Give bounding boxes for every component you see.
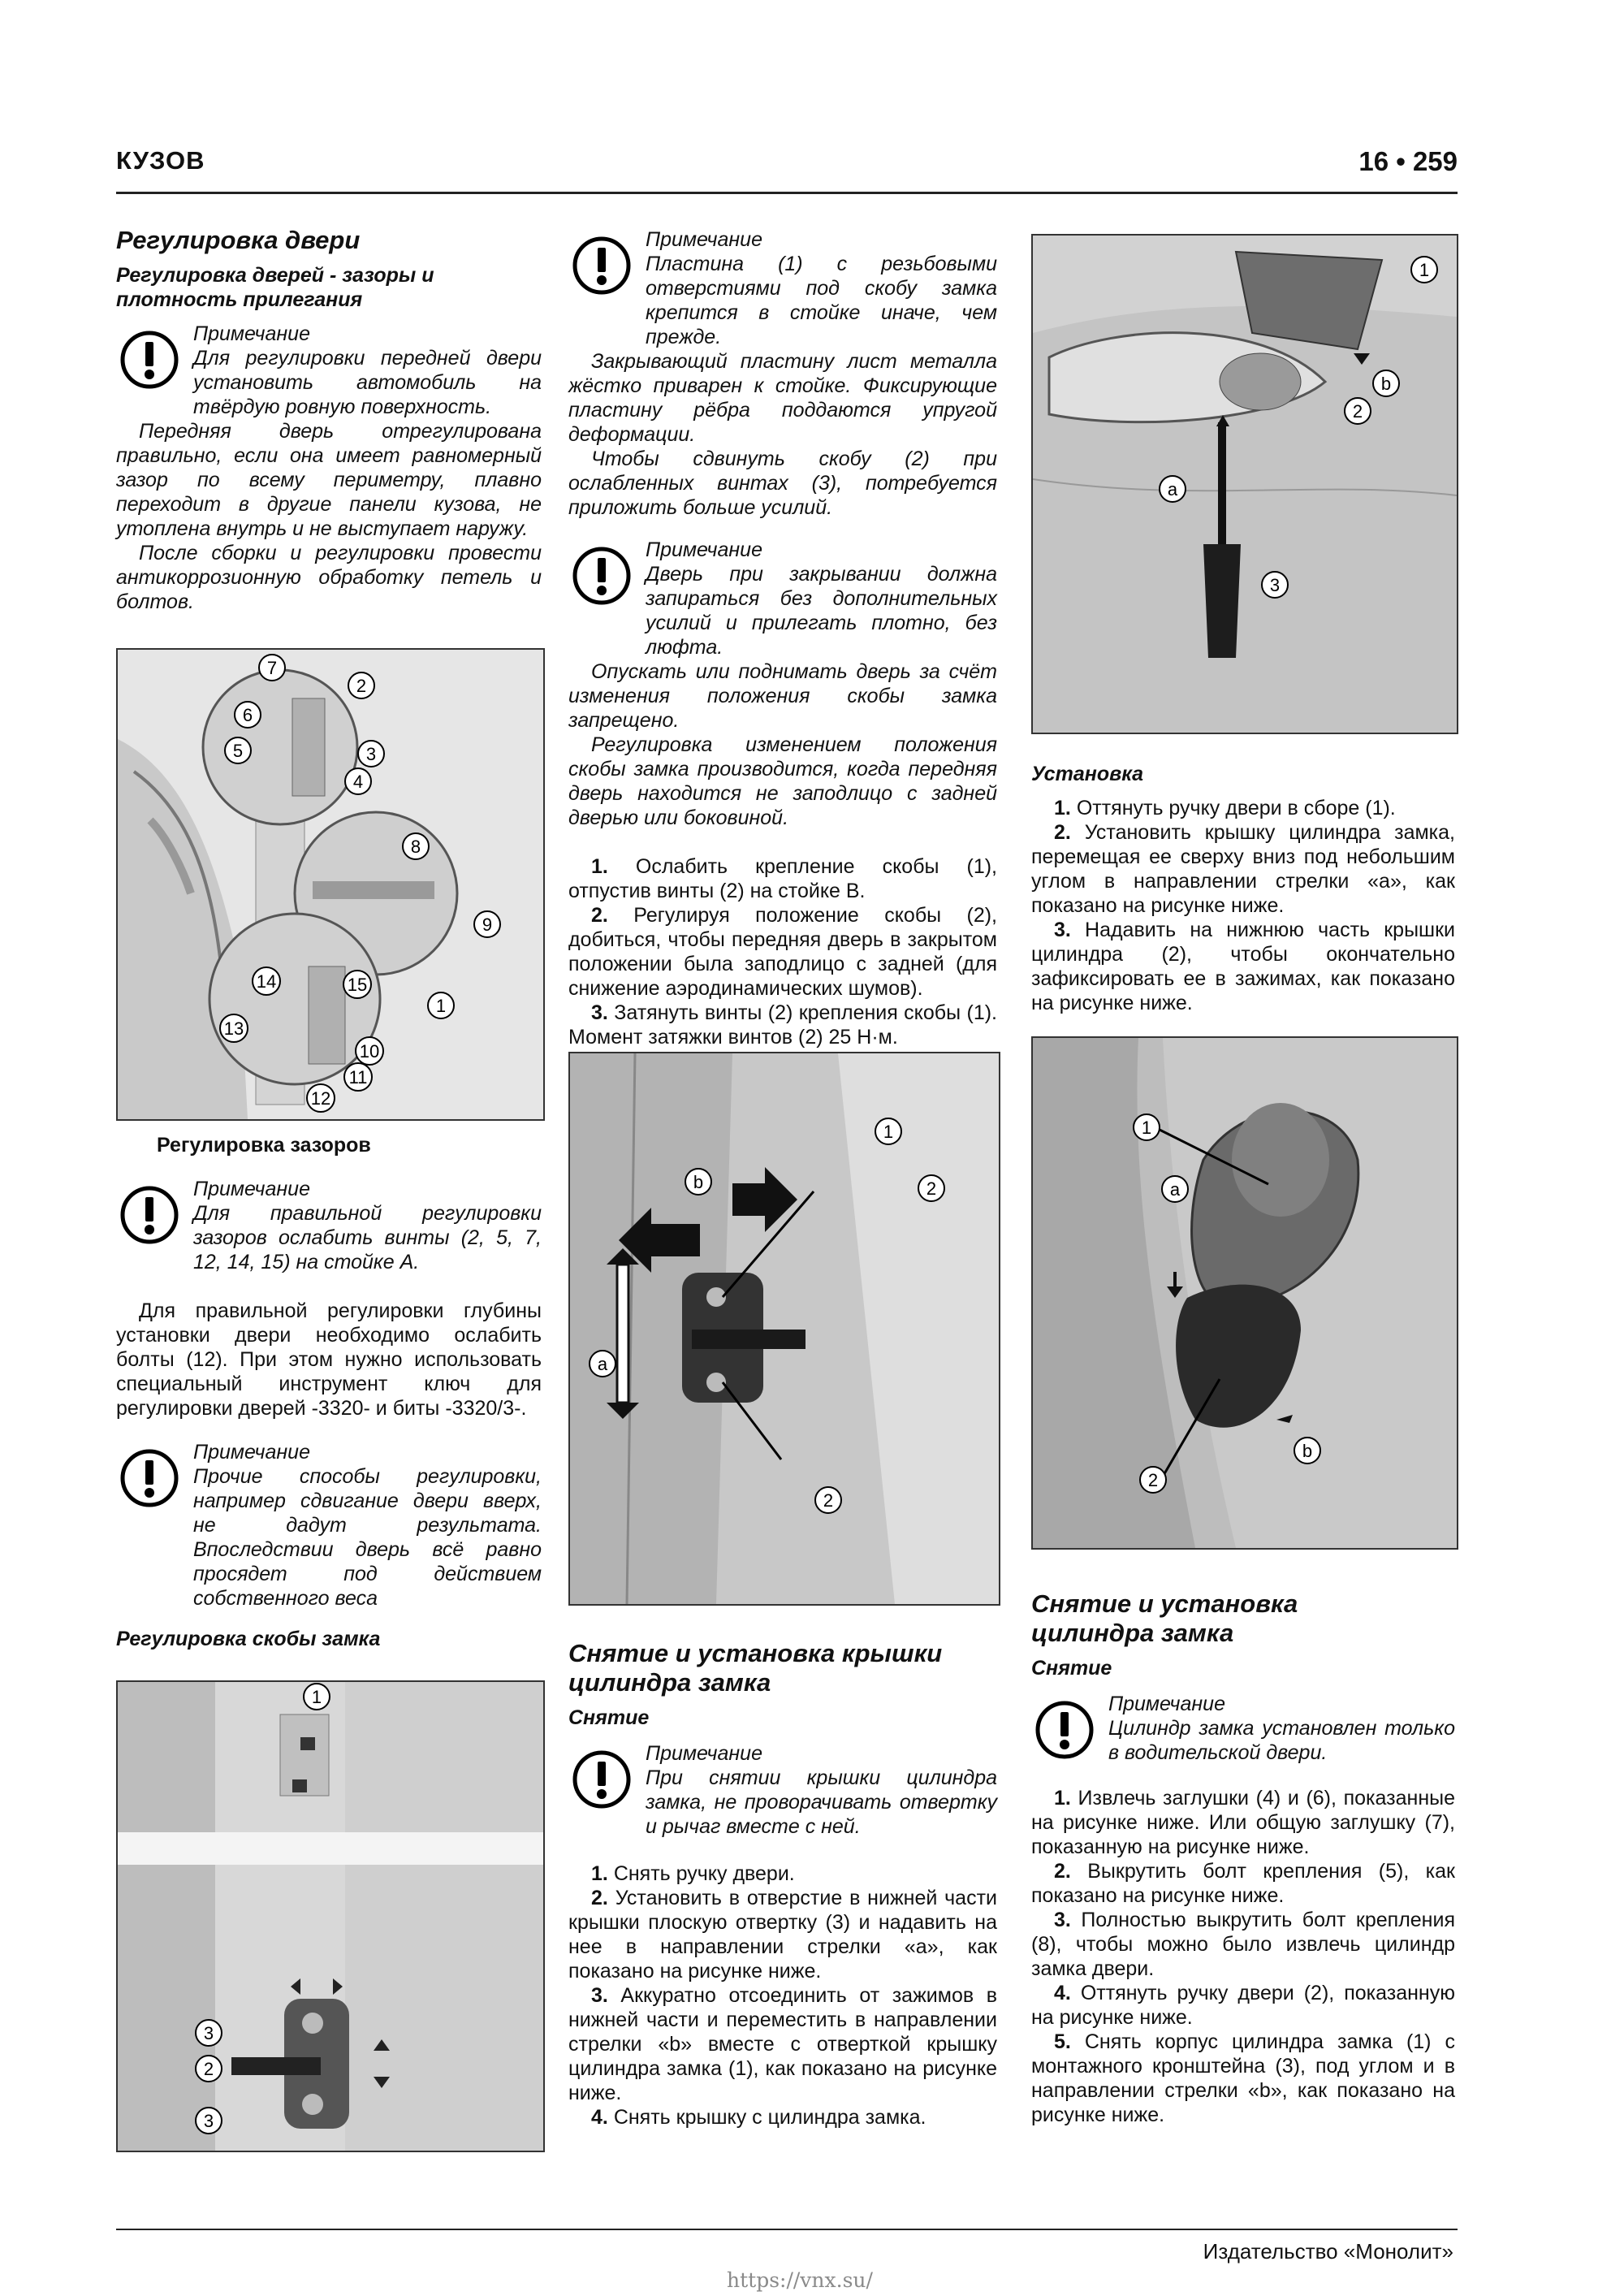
callout-9: [474, 911, 500, 937]
callout-2: [196, 2056, 222, 2082]
note-block: [116, 322, 542, 419]
callout-3: [196, 2020, 222, 2046]
section-heading: Снятие и установка крышки цилиндра замка: [568, 1639, 943, 1697]
note-label: Примечание: [193, 322, 310, 345]
page-number: 16 • 259: [1358, 146, 1458, 176]
note-label: Примечание: [193, 1441, 310, 1464]
svg-text:a: a: [597, 1354, 608, 1374]
svg-text:8: 8: [410, 837, 421, 857]
list-item: 2. Установить в отверстие в нижней части крышки плоскую отвертку (3) и надавить на нее в направлении стрелки «а», как показано на рисунке ниже.: [568, 1887, 997, 1983]
subsection-heading: Регулировка дверей - зазоры и плотность прилегания: [116, 264, 434, 311]
list-item: 4. Оттянуть ручку двери (2), показанную на рисунке ниже.: [1031, 1982, 1455, 2029]
svg-text:2: 2: [1352, 401, 1363, 422]
column-2-lower: [568, 1639, 997, 2130]
note-text: Для регулировки передней двери установить автомобиль на твёрдую ровную поверхность.: [193, 347, 542, 418]
note-block: [116, 1177, 542, 1274]
callout-b: [685, 1169, 711, 1195]
callout-1: [1134, 1114, 1160, 1140]
svg-text:2: 2: [926, 1178, 937, 1199]
callout-5: [225, 737, 251, 763]
callout-2: [348, 672, 374, 698]
callout-3: [358, 741, 384, 767]
steps-list: [1031, 1786, 1455, 2127]
paragraph: Передняя дверь отрегулирована правильно, если она имеет равномерный зазор по всему периметру, плавно переходит в другие панели кузова, не утоплена внутрь и не выступает наружу.: [116, 420, 542, 540]
svg-text:4: 4: [352, 772, 364, 792]
svg-text:2: 2: [356, 676, 367, 696]
svg-text:7: 7: [266, 658, 278, 678]
callout-8: [403, 833, 429, 859]
section-heading: Регулировка двери: [116, 226, 361, 254]
list-item: 2. Установить крышку цилиндра замка, перемещая ее сверху вниз под небольшим углом в направлении стрелки «а», как показано на рисунке ниже.: [1031, 821, 1455, 917]
warning-icon: [1034, 1700, 1095, 1760]
list-item: 1. Извлечь заглушки (4) и (6), показанные на рисунке ниже. Или общую заглушку (7), показанную на рисунке ниже.: [1031, 1787, 1455, 1858]
subsection-heading: Снятие: [568, 1706, 650, 1729]
list-item: 3. Надавить на нижнюю часть крышки цилиндра (2), чтобы окончательно зафиксировать ее в зажимах, как показано на рисунке ниже.: [1031, 919, 1455, 1014]
figure-striker-plate: [568, 1052, 1000, 1606]
list-item: 5. Снять корпус цилиндра замка (1) с монтажного кронштейна (3), под углом и в направлении стрелки «b», как показано на рисунке ниже.: [1031, 2030, 1456, 2126]
warning-icon: [572, 546, 632, 606]
figure-door-hinges: [116, 648, 545, 1121]
svg-text:2: 2: [1147, 1470, 1159, 1490]
paragraph: После сборки и регулировки провести антикоррозионную обработку петель и болтов.: [116, 542, 542, 613]
header-divider: [116, 192, 1458, 194]
figure-caption-gaps: Регулировка зазоров: [157, 1134, 371, 1157]
callout-b: [1294, 1438, 1320, 1464]
callout-a: [590, 1351, 615, 1377]
callout-15: [343, 971, 371, 998]
svg-text:3: 3: [203, 2023, 214, 2043]
subsection-heading: Регулировка скобы замка: [116, 1628, 381, 1650]
callout-2: [815, 1487, 841, 1513]
note-label: Примечание: [646, 228, 762, 251]
callout-2: [1345, 398, 1371, 424]
warning-icon: [572, 1749, 632, 1810]
list-item: 3. Аккуратно отсоединить от зажимов в нижней части и переместить в направлении стрелки «b» вместе с отверткой крышку цилиндра замка (1), как показано на рисунке ниже.: [568, 1984, 997, 2104]
svg-text:1: 1: [435, 996, 447, 1016]
svg-text:a: a: [1169, 1179, 1181, 1200]
warning-icon: [119, 330, 179, 390]
svg-text:6: 6: [242, 705, 253, 725]
callout-13: [220, 1014, 248, 1042]
warning-icon: [119, 1448, 179, 1508]
callout-3: [196, 2108, 222, 2134]
watermark-link[interactable]: https://vnx.su/: [727, 2268, 873, 2292]
callout-a: [1162, 1176, 1188, 1202]
svg-text:5: 5: [232, 741, 244, 761]
callout-10: [356, 1037, 383, 1065]
footer-divider: [116, 2229, 1458, 2230]
note-block: [568, 538, 997, 659]
paragraph: Для правильной регулировки глубины установки двери необходимо ослабить болты (12). При этом нужно использовать специальный инструмент ключ для регулировки дверей -3320- и биты -3320/3-.: [116, 1299, 542, 1420]
subsection-heading: Снятие: [1031, 1657, 1112, 1680]
note-block: [116, 1440, 542, 1611]
note-text: Для правильной регулировки зазоров ослабить винты (2, 5, 7, 12, 14, 15) на стойке А.: [193, 1202, 542, 1273]
column-2: [568, 227, 997, 1049]
callout-1: [1411, 257, 1437, 283]
paragraph: Чтобы сдвинуть скобу (2) при ослабленных винтах (3), потребуется приложить больше усилий.: [568, 448, 997, 519]
svg-text:2: 2: [823, 1490, 834, 1511]
list-item: 4. Снять крышку с цилиндра замка.: [591, 2106, 926, 2129]
list-item: 2. Выкрутить болт крепления (5), как показано на рисунке ниже.: [1031, 1860, 1455, 1907]
svg-text:3: 3: [365, 744, 377, 764]
note-label: Примечание: [646, 538, 762, 561]
note-label: Примечание: [193, 1178, 310, 1200]
publisher-credit: Издательство «Монолит»: [1203, 2239, 1453, 2264]
list-item: 3. Затянуть винты (2) крепления скобы (1). Момент затяжки винтов (2) 25 Н·м.: [568, 1001, 997, 1049]
svg-text:9: 9: [482, 915, 493, 935]
steps-list: [1031, 796, 1455, 1015]
svg-text:b: b: [1380, 374, 1392, 394]
note-text: Дверь при закрывании должна запираться без дополнительных усилий и прилегать плотно, без люфта.: [646, 563, 997, 659]
warning-icon: [572, 236, 632, 296]
paragraph: Опускать или поднимать дверь за счёт изменения положения скобы замка запрещено.: [568, 660, 997, 732]
svg-text:b: b: [1302, 1441, 1313, 1461]
list-item: 1. Ослабить крепление скобы (1), отпустив винты (2) на стойке В.: [568, 855, 997, 902]
note-label: Примечание: [1108, 1693, 1225, 1715]
svg-text:11: 11: [348, 1067, 368, 1087]
svg-text:12: 12: [310, 1088, 331, 1109]
callout-2: [918, 1175, 944, 1201]
callout-11: [344, 1063, 372, 1091]
svg-text:14: 14: [256, 971, 277, 992]
callout-1: [304, 1684, 330, 1710]
column-1-lower: [116, 1133, 542, 1651]
callout-1: [428, 992, 454, 1018]
figure-door-handle: [1031, 234, 1458, 734]
note-text: При снятии крышки цилиндра замка, не проворачивать отвертку и рычаг вместе с ней.: [646, 1766, 997, 1838]
figure-cylinder-cover: [1031, 1036, 1458, 1550]
note-block: [568, 227, 997, 349]
svg-text:10: 10: [359, 1041, 380, 1062]
paragraph: Регулировка изменением положения скобы замка производится, когда передняя дверь находится не заподлицо с задней дверью или боковиной.: [568, 733, 997, 829]
svg-text:2: 2: [203, 2059, 214, 2079]
list-item: 1. Оттянуть ручку двери в сборе (1).: [1054, 797, 1396, 819]
note-block: [568, 1741, 997, 1839]
column-3: [1031, 762, 1455, 1015]
callout-6: [235, 702, 261, 728]
callout-1: [875, 1118, 901, 1144]
svg-text:1: 1: [1419, 260, 1430, 280]
page-header: [116, 146, 1458, 185]
note-text: Пластина (1) с резьбовыми отверстиями под скобу замка крепится в стойке иначе, чем прежде.: [646, 253, 997, 348]
steps-list: [568, 854, 997, 1049]
callout-12: [307, 1084, 335, 1112]
section-heading: Снятие и установка цилиндра замка: [1031, 1589, 1298, 1647]
callout-a: [1160, 476, 1186, 502]
column-1: [116, 226, 542, 614]
steps-list: [568, 1861, 997, 2130]
svg-text:b: b: [693, 1172, 704, 1192]
svg-text:3: 3: [1269, 575, 1281, 595]
callout-3: [1262, 572, 1288, 598]
note-text: Цилиндр замка установлен только в водительской двери.: [1108, 1717, 1455, 1764]
list-item: 3. Полностью выкрутить болт крепления (8), чтобы можно было извлечь цилиндр замка двери.: [1031, 1909, 1455, 1980]
list-item: 1. Снять ручку двери.: [591, 1862, 795, 1885]
svg-text:3: 3: [203, 2111, 214, 2131]
subsection-heading: Установка: [1031, 763, 1144, 785]
warning-icon: [119, 1185, 179, 1245]
svg-text:13: 13: [223, 1018, 244, 1039]
column-3-lower: [1031, 1589, 1455, 2127]
svg-text:1: 1: [883, 1122, 894, 1142]
note-text: Прочие способы регулировки, например сдвигание двери вверх, не дадут результата. Впоследствии дверь всё равно просядет под действием собственного веса: [193, 1465, 542, 1610]
list-item: 2. Регулируя положение скобы (2), добиться, чтобы передняя дверь в закрытом положении была заподлицо с задней (для снижение аэродинамических шумов).: [568, 904, 997, 1000]
callout-b: [1373, 370, 1399, 396]
figure-striker-adjust: [116, 1680, 545, 2152]
svg-text:1: 1: [311, 1687, 322, 1707]
section-title: КУЗОВ: [116, 146, 205, 175]
paragraph: Закрывающий пластину лист металла жёстко приварен к стойке. Фиксирующие пластину рёбра поддаются упругой деформации.: [568, 350, 997, 446]
note-block: [1031, 1692, 1455, 1765]
callout-4: [345, 768, 371, 794]
note-label: Примечание: [646, 1742, 762, 1765]
callout-7: [259, 655, 285, 681]
svg-text:1: 1: [1141, 1118, 1152, 1138]
callout-14: [253, 967, 280, 995]
svg-text:a: a: [1167, 479, 1178, 499]
callout-2: [1140, 1467, 1166, 1493]
svg-text:15: 15: [347, 975, 368, 995]
